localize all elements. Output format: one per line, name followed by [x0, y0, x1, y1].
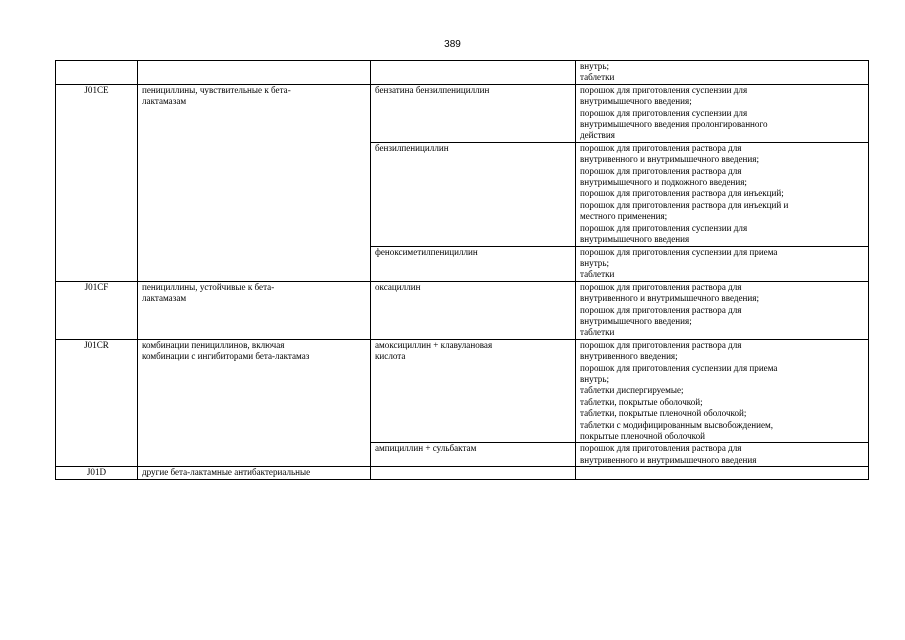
- dosage-forms-cell: [576, 142, 869, 246]
- dosage-forms-cell: [576, 61, 869, 85]
- substance-cell: [371, 467, 576, 479]
- substance-line: оксациллин: [375, 281, 421, 292]
- table-row: [56, 61, 869, 85]
- substance-line: амоксициллин + клавулановая: [375, 339, 493, 350]
- dosage-form-line: порошок для приготовления раствора для инъекций;: [580, 188, 784, 199]
- dosage-form-line: внутрь;: [580, 373, 610, 384]
- substance-line: кислота: [375, 351, 406, 362]
- dosage-form-line: порошок для приготовления раствора для: [580, 304, 742, 315]
- substance-cell: [371, 246, 576, 281]
- substance-line: ампициллин + сульбактам: [375, 443, 477, 454]
- dosage-form-line: местного применения;: [580, 211, 668, 222]
- dosage-form-line: действия: [580, 130, 615, 141]
- dosage-form-line: порошок для приготовления суспензии для: [580, 107, 748, 118]
- drug-table-body: [56, 61, 869, 480]
- atc-code-cell: J01CE: [56, 84, 138, 281]
- dosage-form-line: порошок для приготовления суспензии для: [580, 84, 748, 95]
- dosage-form-line: порошок для приготовления раствора для: [580, 165, 742, 176]
- dosage-forms-cell: [576, 84, 869, 142]
- group-line: комбинации пенициллинов, включая: [142, 339, 285, 350]
- dosage-forms-cell: [576, 339, 869, 443]
- dosage-form-line: внутримышечного и подкожного введения;: [580, 177, 747, 188]
- dosage-forms-cell: [576, 281, 869, 339]
- group-line: пенициллины, устойчивые к бета-: [142, 281, 275, 292]
- substance-cell: [371, 61, 576, 85]
- dosage-form-line: порошок для приготовления суспензии для приема: [580, 246, 778, 257]
- substance-line: бензилпенициллин: [375, 142, 449, 153]
- drug-table: [55, 60, 869, 480]
- group-cell: [138, 61, 371, 85]
- dosage-form-line: внутривенного и внутримышечного введения;: [580, 293, 759, 304]
- table-row: [56, 84, 869, 142]
- group-line: лактамазам: [142, 96, 187, 107]
- substance-cell: [371, 281, 576, 339]
- atc-code-cell: J01CR: [56, 339, 138, 466]
- dosage-form-line: таблетки, покрытые пленочной оболочкой;: [580, 408, 747, 419]
- dosage-form-line: внутримышечного введения: [580, 234, 690, 245]
- dosage-form-line: внутримышечного введения пролонгированного: [580, 119, 768, 130]
- table-row: [56, 281, 869, 339]
- table-row: [56, 339, 869, 443]
- group-line: пенициллины, чувствительные к бета-: [142, 84, 291, 95]
- substance-cell: [371, 443, 576, 467]
- dosage-form-line: внутримышечного введения;: [580, 96, 692, 107]
- dosage-form-line: внутривенного и внутримышечного введения;: [580, 154, 759, 165]
- dosage-form-line: внутривенного введения;: [580, 351, 678, 362]
- table-row: [56, 467, 869, 479]
- dosage-forms-cell: [576, 246, 869, 281]
- dosage-form-line: таблетки, покрытые оболочкой;: [580, 396, 703, 407]
- atc-code-cell: [56, 61, 138, 85]
- dosage-form-line: внутривенного и внутримышечного введения: [580, 454, 757, 465]
- dosage-form-line: покрытые пленочной оболочкой: [580, 431, 706, 441]
- group-line: лактамазам: [142, 293, 187, 304]
- group-cell: [138, 467, 371, 479]
- dosage-form-line: таблетки: [580, 269, 615, 280]
- group-line: другие бета-лактамные антибактериальные: [142, 467, 311, 478]
- dosage-form-line: таблетки: [580, 327, 615, 338]
- dosage-forms-cell: [576, 467, 869, 479]
- page-number: 389: [444, 39, 461, 50]
- substance-line: феноксиметилпенициллин: [375, 246, 478, 257]
- dosage-form-line: порошок для приготовления раствора для: [580, 339, 742, 350]
- group-cell: [138, 84, 371, 281]
- dosage-form-line: порошок для приготовления раствора для: [580, 443, 742, 454]
- dosage-form-line: таблетки диспергируемые;: [580, 385, 684, 396]
- dosage-form-line: порошок для приготовления раствора для: [580, 142, 742, 153]
- dosage-form-line: порошок для приготовления раствора для инъекций и: [580, 199, 789, 210]
- dosage-form-line: внутрь;: [580, 61, 610, 71]
- dosage-form-line: порошок для приготовления раствора для: [580, 281, 742, 292]
- substance-cell: [371, 142, 576, 246]
- group-line: комбинации с ингибиторами бета-лактамаз: [142, 351, 310, 362]
- substance-cell: [371, 84, 576, 142]
- atc-code-cell: J01D: [56, 467, 138, 479]
- dosage-forms-cell: [576, 443, 869, 467]
- dosage-form-line: внутримышечного введения;: [580, 315, 692, 326]
- group-cell: [138, 339, 371, 466]
- substance-line: бензатина бензилпенициллин: [375, 84, 490, 95]
- dosage-form-line: таблетки с модифицированным высвобождением,: [580, 419, 774, 430]
- dosage-form-line: таблетки: [580, 72, 615, 83]
- atc-code-cell: J01CF: [56, 281, 138, 339]
- group-cell: [138, 281, 371, 339]
- dosage-form-line: внутрь;: [580, 257, 610, 268]
- dosage-form-line: порошок для приготовления суспензии для: [580, 222, 748, 233]
- substance-cell: [371, 339, 576, 443]
- dosage-form-line: порошок для приготовления суспензии для приема: [580, 362, 778, 373]
